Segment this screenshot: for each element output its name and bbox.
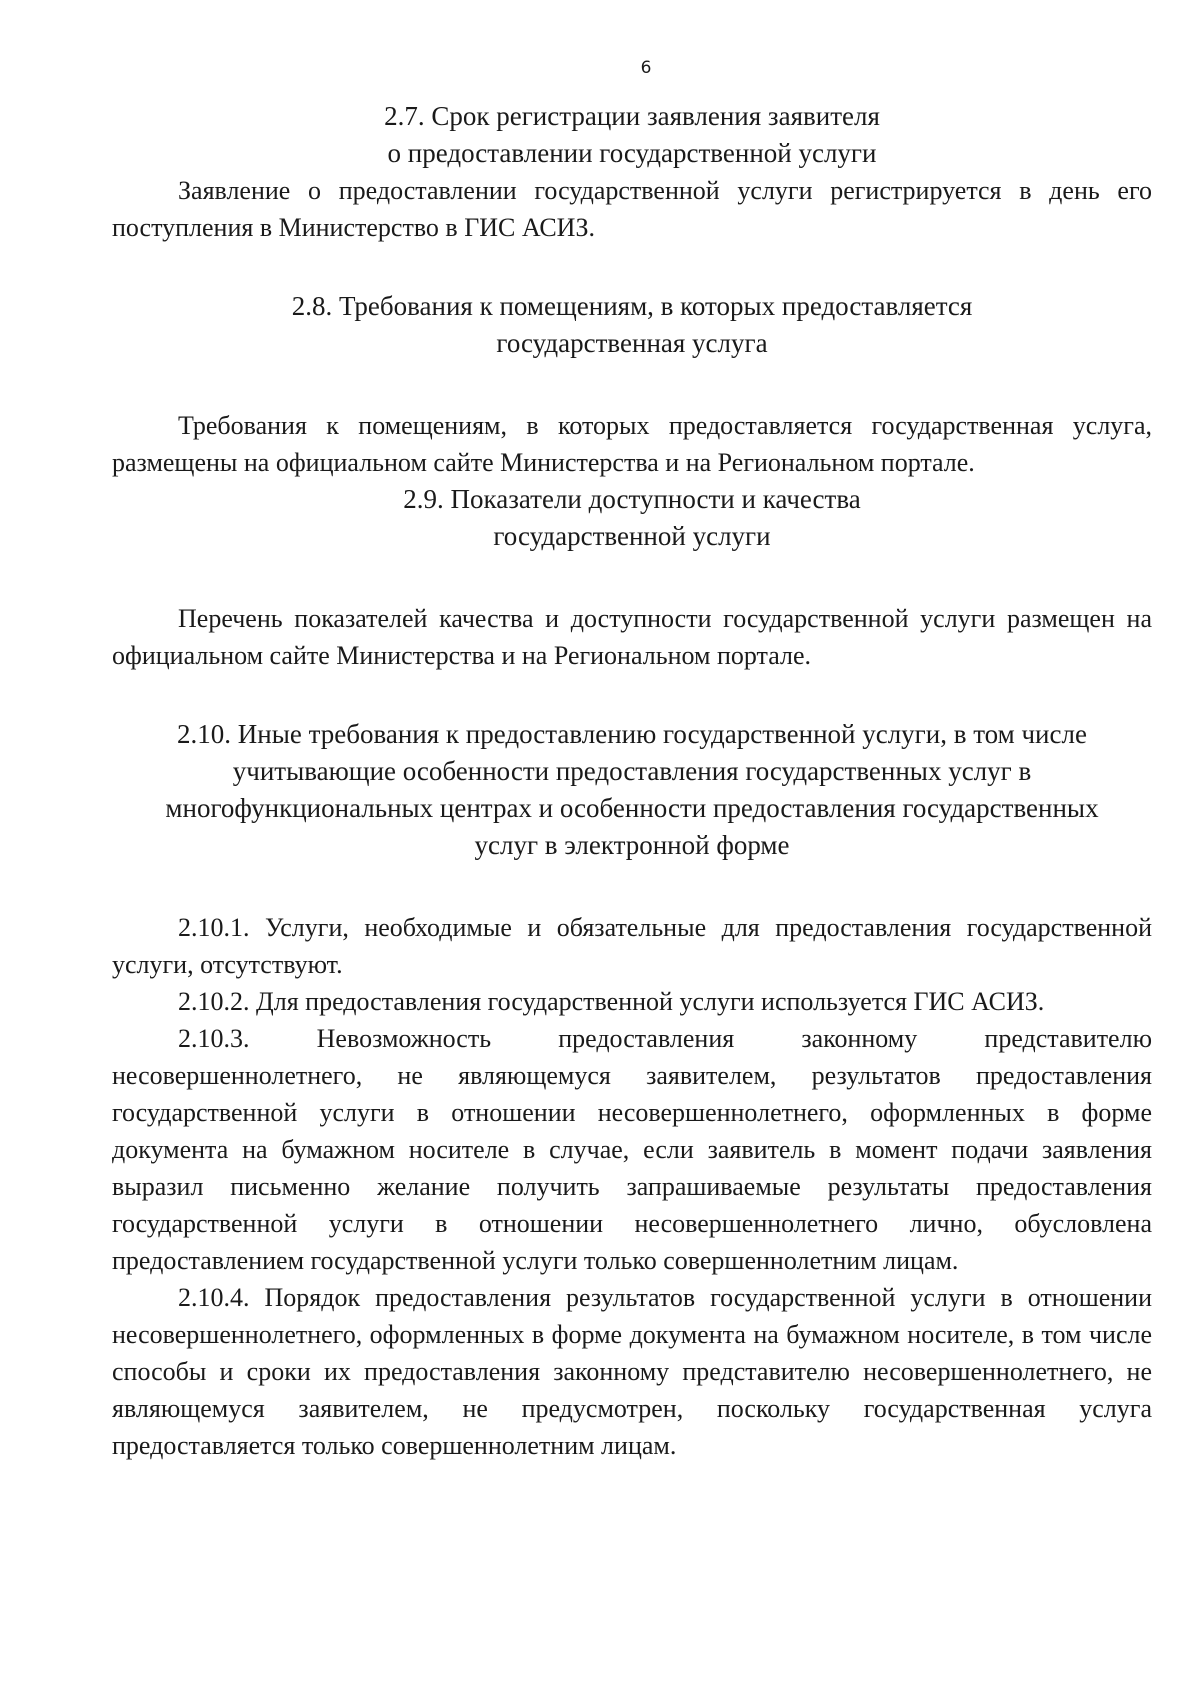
section-2-7-heading-line1: 2.7. Срок регистрации заявления заявителя — [384, 101, 880, 131]
section-2-9-paragraph: Перечень показателей качества и доступности государственной услуги размещен на официальном сайте Министерства и на Региональном портале. — [112, 604, 1152, 670]
section-2-7-heading-line2: о предоставлении государственной услуги — [387, 138, 877, 168]
section-2-9-heading-line2: государственной услуги — [493, 521, 771, 551]
section-2-7-paragraph: Заявление о предоставлении государственной услуги регистрируется в день его поступления в Министерство в ГИС АСИЗ. — [112, 176, 1152, 242]
section-2-10-heading-line1: 2.10. Иные требования к предоставлению государственной услуги, в том числе — [177, 719, 1087, 749]
paragraph-2-10-1: 2.10.1. Услуги, необходимые и обязательные для предоставления государственной услуги, отсутствуют. — [112, 913, 1152, 979]
section-2-10 — [112, 716, 1152, 1464]
paragraph-2-10-3: 2.10.3. Невозможность предоставления законному представителю несовершеннолетнего, не являющемуся заявителем, результатов предоставления государственной услуги в отношении несовершеннолетнего, оформленных в форме документа на бумажном носителе в случае, если заявитель в момент подачи заявления выразил письменно желание получить запрашиваемые результаты предоставления государственной услуги в отношении несовершеннолетнего лично, обусловлена предоставлением государственной услуги только совершеннолетним лицам. — [112, 1024, 1152, 1275]
section-2-10-heading-line4: услуг в электронной форме — [474, 830, 790, 860]
paragraph-2-10-2: 2.10.2. Для предоставления государственной услуги используется ГИС АСИЗ. — [178, 987, 1045, 1016]
section-2-7 — [112, 98, 1152, 246]
section-2-8-paragraph: Требования к помещениям, в которых предоставляется государственная услуга, размещены на официальном сайте Министерства и на Региональном портале. — [112, 411, 1152, 477]
section-2-8-heading-line2: государственная услуга — [496, 328, 768, 358]
section-2-10-heading-line2: учитывающие особенности предоставления государственных услуг в — [232, 756, 1032, 786]
section-2-10-heading-line3: многофункциональных центрах и особенности предоставления государственных — [165, 793, 1099, 823]
page-number: 6 — [640, 58, 652, 78]
section-2-8 — [112, 288, 1152, 481]
section-2-9-heading-line1: 2.9. Показатели доступности и качества — [403, 484, 861, 514]
section-2-9 — [112, 481, 1152, 674]
section-2-8-heading-line1: 2.8. Требования к помещениям, в которых предоставляется — [291, 291, 973, 321]
paragraph-2-10-4: 2.10.4. Порядок предоставления результатов государственной услуги в отношении несовершеннолетнего, оформленных в форме документа на бумажном носителе, в том числе способы и сроки их предоставления законному представителю несовершеннолетнего, не являющемуся заявителем, не предусмотрен, поскольку государственная услуга предоставляется только совершеннолетним лицам. — [112, 1283, 1152, 1460]
